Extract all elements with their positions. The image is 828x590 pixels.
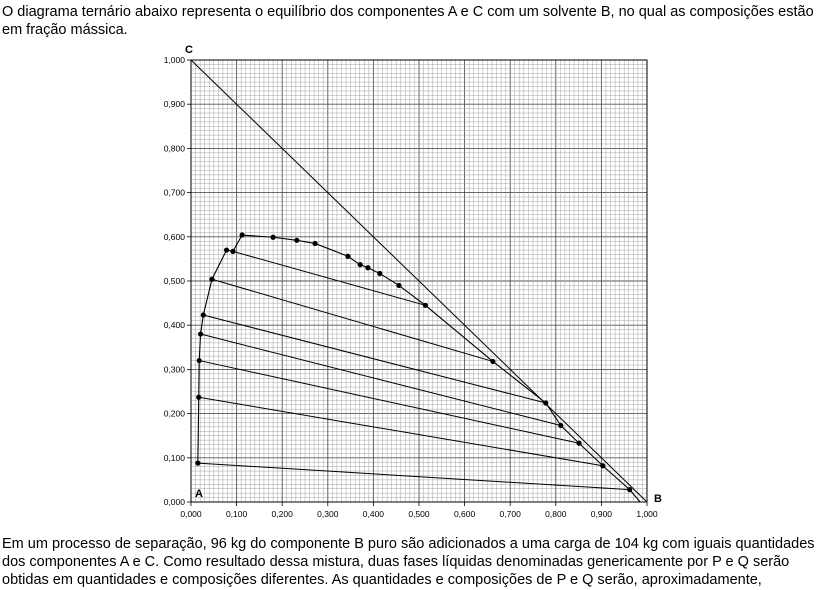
- data-point: [294, 238, 299, 243]
- data-point: [396, 283, 401, 288]
- x-tick-label: 0,200: [271, 509, 293, 519]
- x-tick-label: 0,400: [362, 509, 385, 519]
- x-tick-label: 1,000: [636, 509, 658, 519]
- x-tick-label: 0,500: [408, 509, 430, 519]
- data-point: [196, 395, 201, 400]
- data-point: [576, 441, 581, 446]
- x-tick-label: 0,900: [590, 509, 613, 519]
- x-tick-label: 0,700: [499, 509, 521, 519]
- data-point: [270, 235, 275, 240]
- data-point: [201, 312, 206, 317]
- y-tick-label: 0,900: [163, 99, 185, 110]
- data-point: [345, 254, 350, 259]
- data-point: [312, 241, 317, 246]
- data-point: [209, 277, 214, 282]
- y-tick-label: 0,400: [163, 320, 185, 331]
- x-tick-label: 0,800: [545, 509, 567, 519]
- y-tick-label: 0,300: [163, 364, 185, 375]
- data-point: [600, 463, 605, 468]
- data-point: [198, 331, 203, 336]
- data-point: [195, 461, 200, 466]
- y-tick-label: 0,800: [163, 143, 185, 154]
- y-tick-label: 0,500: [163, 276, 185, 286]
- y-tick-label: 0,700: [163, 187, 185, 198]
- y-tick-label: 0,600: [163, 231, 185, 242]
- x-tick-label: 0,100: [225, 509, 248, 519]
- x-tick-label: 0,000: [180, 509, 202, 519]
- intro-text: O diagrama ternário abaixo representa o equilíbrio dos componentes A e C com um solvente B, no qual as composições estão em fração mássica.: [2, 4, 814, 38]
- data-point: [543, 400, 548, 405]
- x-tick-label: 0,300: [317, 509, 339, 519]
- data-point: [423, 303, 428, 308]
- data-point: [490, 359, 495, 364]
- outro-text: Em um processo de separação, 96 kg do componente B puro são adicionados a uma carga de 104 kg com iguais quantidades dos componentes A e C. Como resultado dessa mistura, duas fases líquidas denominadas genericamente por P e Q serão obtidas em quantidades e composições diferentes. As quantidades e composições de P e Q serão, aproximadamente,: [2, 536, 815, 588]
- data-point: [377, 271, 382, 276]
- data-point: [558, 423, 563, 428]
- y-tick-label: 0,100: [163, 452, 185, 463]
- data-point: [230, 249, 235, 254]
- data-point: [239, 232, 244, 237]
- data-point: [365, 265, 370, 270]
- x-tick-label: 0,600: [453, 509, 476, 519]
- data-point: [197, 358, 202, 363]
- y-tick-label: 0,000: [163, 497, 185, 507]
- corner-label-c: C: [185, 44, 193, 56]
- data-point: [358, 262, 363, 267]
- tie-line: [199, 361, 579, 444]
- tie-line: [201, 334, 561, 425]
- y-tick-label: 1,000: [163, 55, 185, 65]
- data-point: [224, 247, 229, 252]
- corner-label-b: B: [654, 493, 662, 505]
- y-tick-label: 0,200: [163, 408, 185, 419]
- data-point: [627, 487, 632, 492]
- corner-label-a: A: [195, 488, 203, 500]
